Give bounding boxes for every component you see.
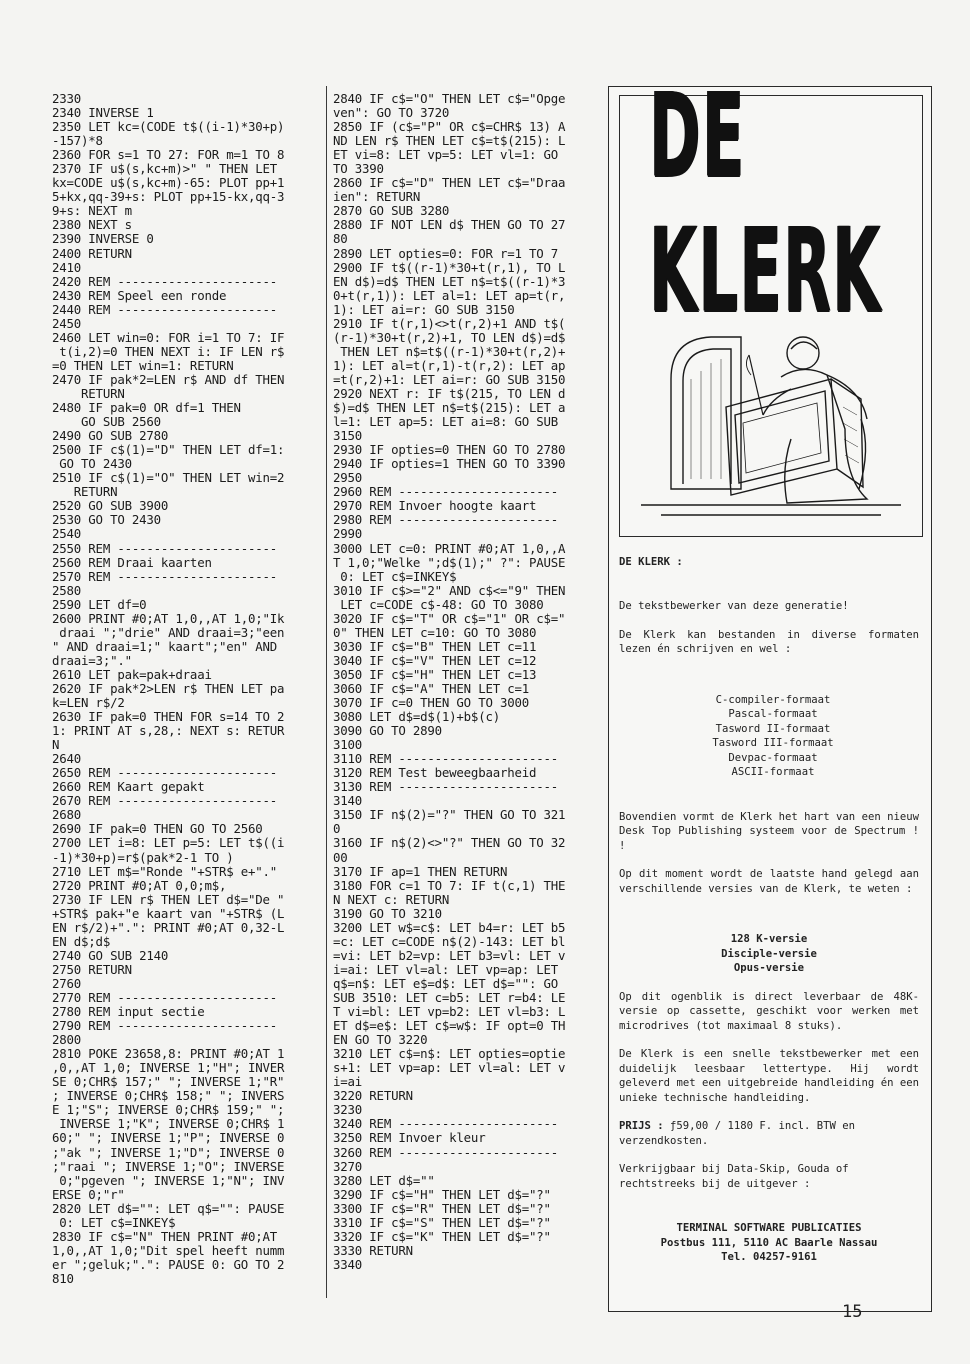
code-line: GO TO 2430 (52, 456, 132, 472)
code-line: 2720 PRINT #0;AT 0,0;m$, (52, 877, 227, 893)
code-line: 2680 (52, 807, 82, 823)
version-item: Disciple-versie (721, 947, 817, 960)
code-line: 3230 (333, 1102, 363, 1118)
code-line: 3220 RETURN (333, 1088, 413, 1104)
code-line: -1)*30+p)=r$(pak*2-1 TO ) (52, 849, 234, 865)
code-line: SUB 3510: LET c=b5: LET r=b4: LE (333, 990, 566, 1005)
code-line: 3310 IF c$="S" THEN LET d$="?" (333, 1214, 551, 1230)
code-line: 2570 REM ---------------------- (52, 568, 278, 584)
code-line: 2860 IF c$="D" THEN LET c$="Draa (333, 175, 566, 191)
code-line: 3300 IF c$="R" THEN LET d$="?" (333, 1200, 551, 1216)
code-line: 2870 GO SUB 3280 (333, 203, 450, 219)
ad-description: De Klerk is een snelle tekstbewerker met een duidelijk leesbaar lettertype. Hij wordt geleverd met een uitgebreide handleiding én een unieke technische handleiding. (619, 1048, 919, 1104)
code-line: 3290 IF c$="H" THEN LET d$="?" (333, 1186, 551, 1202)
ad-where: Verkrijgbaar bij Data-Skip, Gouda of rechtstreeks bij de uitgever : (619, 1163, 849, 1190)
code-line: 3010 IF c$>="2" AND c$<="9" THEN (333, 582, 566, 598)
code-line: s+1: LET vp=ap: LET vl=al: LET v (333, 1060, 566, 1076)
code-line: 3020 IF c$="T" OR c$="1" OR c$=" (333, 610, 566, 626)
code-line: 2510 IF c$(1)="O" THEN LET win=2 (52, 470, 285, 486)
code-line: 3160 IF n$(2)<>"?" THEN GO TO 32 (333, 835, 566, 851)
ad-formats-intro: De Klerk kan bestanden in diverse formaten lezen én schrijven en wel : (619, 628, 919, 655)
code-line: 2420 REM ---------------------- (52, 273, 278, 289)
ad-versions-list (619, 932, 919, 976)
code-line: 3170 IF ap=1 THEN RETURN (333, 863, 508, 879)
code-line: 0: LET c$=INKEY$ (52, 1214, 176, 1230)
code-line: 2930 IF opties=0 THEN GO TO 2780 (333, 442, 566, 458)
publisher-line: Tel. 04257-9161 (721, 1251, 817, 1263)
code-line: q$=n$: LET e$=d$: LET d$="": GO (333, 975, 559, 991)
code-line: 2790 REM ---------------------- (52, 1018, 278, 1034)
code-line: 2920 NEXT r: IF t$(215, TO LEN d (333, 385, 566, 401)
code-line: +STR$ pak+"e kaart van "+STR$ (L (52, 905, 285, 921)
code-line: 2760 (52, 975, 82, 991)
page-number: 15 (842, 1302, 863, 1322)
code-line: T 1,0;"Welke ";d$(1);" ?": PAUSE (333, 554, 566, 570)
code-line: 3280 LET d$="" (333, 1172, 435, 1188)
code-line: " AND draai=1;" kaart";"en" AND (52, 638, 278, 654)
code-line: 3330 RETURN (333, 1242, 413, 1258)
code-line: EN d$)=d$ THEN LET n$=t$((r-1)*3 (333, 273, 566, 289)
code-line: ,0,,AT 1,0; INVERSE 1;"H"; INVER (52, 1060, 285, 1076)
ad-price: PRIJS : ƒ59,00 / 1180 F. incl. BTW en verzendkosten. (619, 1120, 856, 1147)
code-line: 2780 REM input sectie (52, 1004, 205, 1020)
code-line: 2690 IF pak=0 THEN GO TO 2560 (52, 821, 263, 837)
code-line: 3240 REM ---------------------- (333, 1116, 559, 1132)
code-line: N NEXT c: RETURN (333, 891, 450, 907)
code-line: 2740 GO SUB 2140 (52, 947, 169, 963)
code-line: N (52, 737, 60, 753)
code-line: 2900 IF t$((r-1)*30+t(r,1), TO L (333, 259, 566, 275)
code-line: ET d$=e$: LET c$=w$: IF opt=0 TH (333, 1018, 566, 1034)
code-line: 0: LET c$=INKEY$ (333, 568, 457, 584)
code-line: 2380 NEXT s (52, 217, 132, 233)
code-line: 2460 LET win=0: FOR i=1 TO 7: IF (52, 329, 285, 345)
code-line: 2360 FOR s=1 TO 27: FOR m=1 TO 8 (52, 147, 285, 163)
de-klerk-logo: DE KLERK (649, 69, 883, 339)
code-line: 5+kx,qq-39+s: PLOT pp+15-kx,qq-3 (52, 189, 285, 205)
basic-listing-right-column (333, 92, 601, 1272)
ad-tagline: De tekstbewerker van deze generatie! (619, 600, 849, 612)
ad-dtp-text: Bovendien vormt de Klerk het hart van een nieuw Desk Top Publishing systeem voor de Spectrum ! ! (619, 810, 919, 852)
ad-availability: Op dit ogenblik is direct leverbaar de 48K-versie op cassette, geschikt voor werken met microdrives (tot maximaal 8 stuks). (619, 990, 919, 1032)
code-line: 2670 REM ---------------------- (52, 793, 278, 809)
code-line: 2970 REM Invoer hoogte kaart (333, 498, 537, 514)
code-line: LET c=CODE c$-48: GO TO 3080 (333, 596, 544, 612)
code-line: GO SUB 2560 (52, 414, 161, 430)
code-line: 3150 (333, 428, 363, 444)
code-line: 2950 (333, 470, 363, 486)
code-line: 2960 REM ---------------------- (333, 484, 559, 500)
code-line: ; INVERSE 0;CHR$ 158;" "; INVERS (52, 1088, 285, 1104)
code-line: 2810 POKE 23658,8: PRINT #0;AT 1 (52, 1046, 285, 1062)
code-line: 2520 GO SUB 3900 (52, 498, 169, 514)
code-line: 3320 IF c$="K" THEN LET d$="?" (333, 1228, 551, 1244)
code-line: 3140 (333, 793, 363, 809)
code-line: $)=d$ THEN LET n$=t$(215): LET a (333, 400, 566, 416)
code-line: 2850 IF (c$="P" OR c$=CHR$ 13) A (333, 119, 566, 135)
code-line: 2450 (52, 315, 82, 331)
code-line: 2500 IF c$(1)="D" THEN LET df=1: (52, 442, 285, 458)
code-line: EN d$;d$ (52, 933, 111, 949)
code-line: 2940 IF opties=1 THEN GO TO 3390 (333, 456, 566, 472)
code-line: 2610 LET pak=pak+draai (52, 666, 212, 682)
code-line: -157)*8 (52, 133, 103, 149)
basic-listing-left-column (52, 92, 320, 1286)
code-line: 2880 IF NOT LEN d$ THEN GO TO 27 (333, 217, 566, 233)
code-line: 3080 LET d$=d$(1)+b$(c) (333, 709, 500, 725)
code-line: TO 3390 (333, 161, 384, 177)
code-line: 2580 (52, 582, 82, 598)
code-line: 2750 RETURN (52, 961, 132, 977)
code-line: 9+s: NEXT m (52, 203, 132, 219)
version-item: Opus-versie (733, 962, 805, 974)
code-line: 3190 GO TO 3210 (333, 905, 442, 921)
code-line: 3260 REM ---------------------- (333, 1144, 559, 1160)
code-line: 3110 REM ---------------------- (333, 751, 559, 767)
code-line: 3100 (333, 737, 363, 753)
ad-body (619, 515, 919, 1265)
format-item: Tasword III-formaat (712, 737, 834, 749)
code-line: 3210 LET c$=n$: LET opties=optie (333, 1046, 566, 1062)
code-line: 3090 GO TO 2890 (333, 723, 442, 739)
code-line: 2770 REM ---------------------- (52, 990, 278, 1005)
code-line: 2990 (333, 526, 363, 542)
code-line: 3150 IF n$(2)="?" THEN GO TO 321 (333, 807, 566, 823)
code-line: 2800 (52, 1032, 82, 1048)
code-line: ET vi=8: LET vp=5: LET vl=1: GO (333, 147, 559, 163)
publisher-line: Postbus 111, 5110 AC Baarle Nassau (660, 1236, 878, 1249)
code-line: =c: LET c=CODE n$(2)-143: LET bl (333, 933, 566, 949)
code-line: 3130 REM ---------------------- (333, 779, 559, 795)
code-line: 2640 (52, 751, 82, 767)
code-line: 2700 LET i=8: LET p=5: LET t$((i (52, 835, 285, 851)
code-line: 2840 IF c$="O" THEN LET c$="Opge (333, 91, 566, 106)
code-line: 2550 REM ---------------------- (52, 540, 278, 556)
format-item: Devpac-formaat (728, 751, 818, 764)
code-line: 2630 IF pak=0 THEN FOR s=14 TO 2 (52, 709, 285, 725)
code-line: 3070 IF c=0 THEN GO TO 3000 (333, 695, 530, 711)
code-line: 2480 IF pak=0 OR df=1 THEN (52, 400, 241, 416)
ad-publisher-block (619, 1221, 919, 1265)
code-line: er ";geluk;".": PAUSE 0: GO TO 2 (52, 1256, 285, 1272)
code-line: 2540 (52, 526, 82, 542)
code-line: draai ";"drie" AND draai=3;"een (52, 624, 285, 640)
code-line: 3120 REM Test beweegbaarheid (333, 765, 537, 781)
column-divider (326, 86, 327, 1298)
code-line: 3200 LET w$=c$: LET b4=r: LET b5 (333, 919, 566, 935)
code-line: 2590 LET df=0 (52, 596, 147, 612)
code-line: RETURN (52, 385, 125, 401)
code-line: k=LEN r$/2 (52, 695, 125, 711)
format-item: Pascal-formaat (728, 708, 818, 720)
code-line: 2400 RETURN (52, 245, 132, 261)
code-line: 0+t(r,1)): LET al=1: LET ap=t(r, (333, 287, 566, 303)
code-line: RETURN (52, 484, 118, 500)
code-line: ien": RETURN (333, 189, 421, 205)
code-line: ERSE 0;"r" (52, 1186, 125, 1202)
code-line: 0 (333, 821, 341, 837)
code-line: 3180 FOR c=1 TO 7: IF t(c,1) THE (333, 877, 566, 893)
code-line: 1,0,,AT 1,0;"Dit spel heeft numm (52, 1242, 285, 1258)
format-item: C-compiler-formaat (715, 693, 831, 706)
code-line: 2820 LET d$="": LET q$="": PAUSE (52, 1200, 285, 1216)
code-line: ;"ak "; INVERSE 1;"D"; INVERSE 0 (52, 1144, 285, 1160)
code-line: 2430 REM Speel een ronde (52, 287, 227, 303)
code-line: 2600 PRINT #0;AT 1,0,,AT 1,0;"Ik (52, 610, 285, 626)
code-line: 00 (333, 849, 348, 865)
code-line: 2410 (52, 259, 82, 275)
code-line: =0 THEN LET win=1: RETURN (52, 357, 234, 373)
code-line: 2370 IF u$(s,kc+m)>" " THEN LET (52, 161, 278, 177)
code-line: 2830 IF c$="N" THEN PRINT #0;AT (52, 1228, 278, 1244)
code-line: 2340 INVERSE 1 (52, 105, 154, 121)
code-line: 1): LET al=t(r,1)-t(r,2): LET ap (333, 357, 566, 373)
code-line: ND LEN r$ THEN LET c$=t$(215): L (333, 133, 566, 149)
code-line: E 1;"S"; INVERSE 0;CHR$ 159;" "; (52, 1102, 285, 1118)
ad-formats-list (619, 693, 919, 780)
code-line: 810 (52, 1270, 74, 1286)
code-line: 2650 REM ---------------------- (52, 765, 278, 781)
code-line: i=ai (333, 1074, 363, 1090)
code-line: 0;"pgeven "; INVERSE 1;"N"; INV (52, 1172, 285, 1188)
code-line: 3250 REM Invoer kleur (333, 1130, 486, 1146)
code-line: 2330 (52, 91, 82, 106)
code-line: 1): LET ai=r: GO SUB 3150 (333, 301, 515, 317)
format-item: ASCII-formaat (731, 766, 815, 778)
code-line: 2730 IF LEN r$ THEN LET d$="De " (52, 891, 285, 907)
code-line: (r-1)*30+t(r,2)+1, TO LEN d$)=d$ (333, 329, 566, 345)
publisher-line: TERMINAL SOFTWARE PUBLICATIES (676, 1222, 862, 1234)
code-line: 1: PRINT AT s,28,: NEXT s: RETUR (52, 723, 285, 739)
code-line: ven": GO TO 3720 (333, 105, 450, 121)
code-line: 3060 IF c$="A" THEN LET c=1 (333, 680, 530, 696)
code-line: T vi=bl: LET vp=b2: LET vl=b3: L (333, 1004, 566, 1020)
code-line: 80 (333, 231, 348, 247)
code-line: =vi: LET b2=vp: LET b3=vl: LET v (333, 947, 566, 963)
code-line: 60;" "; INVERSE 1;"P"; INVERSE 0 (52, 1130, 285, 1146)
code-line: 2350 LET kc=(CODE t$((i-1)*30+p) (52, 119, 285, 135)
code-line: 3050 IF c$="H" THEN LET c=13 (333, 666, 537, 682)
code-line: 0" THEN LET c=10: GO TO 3080 (333, 624, 537, 640)
code-line: l=1: LET ap=5: LET ai=8: GO SUB (333, 414, 559, 430)
code-line: kx=CODE u$(s,kc+m)-65: PLOT pp+1 (52, 175, 285, 191)
code-line: ;"raai "; INVERSE 1;"O"; INVERSE (52, 1158, 285, 1174)
code-line: EN r$/2)+".": PRINT #0;AT 0,32-L (52, 919, 285, 935)
code-line: EN GO TO 3220 (333, 1032, 428, 1048)
code-line: 2710 LET m$="Ronde "+STR$ e+"." (52, 863, 278, 879)
code-line: 2560 REM Draai kaarten (52, 554, 212, 570)
code-line: 2910 IF t(r,1)<>t(r,2)+1 AND t$( (333, 315, 566, 331)
code-line: 2980 REM ---------------------- (333, 512, 559, 528)
de-klerk-advertisement (608, 69, 932, 1312)
code-line: 2490 GO SUB 2780 (52, 428, 169, 444)
code-line: 2470 IF pak*2=LEN r$ AND df THEN (52, 371, 285, 387)
code-line: 3030 IF c$="B" THEN LET c=11 (333, 638, 537, 654)
code-line: i=ai: LET vl=al: LET vp=ap: LET (333, 961, 559, 977)
code-line: 3340 (333, 1256, 363, 1272)
code-line: 2390 INVERSE 0 (52, 231, 154, 247)
code-line: 2530 GO TO 2430 (52, 512, 161, 528)
code-line: INVERSE 1;"K"; INVERSE 0;CHR$ 1 (52, 1116, 285, 1132)
format-item: Tasword II-formaat (715, 722, 831, 735)
code-line: 2660 REM Kaart gepakt (52, 779, 205, 795)
scribe-illustration (631, 319, 909, 519)
code-line: 2440 REM ---------------------- (52, 301, 278, 317)
ad-caption: DE KLERK : (619, 556, 683, 568)
code-line: SE 0;CHR$ 157;" "; INVERSE 1;"R" (52, 1074, 285, 1090)
code-line: 3000 LET c=0: PRINT #0;AT 1,0,,A (333, 540, 566, 556)
code-line: t(i,2)=0 THEN NEXT i: IF LEN r$ (52, 343, 285, 359)
version-item: 128 K-versie (730, 933, 808, 945)
code-line: =t(r,2)+1: LET ai=r: GO SUB 3150 (333, 371, 566, 387)
code-line: THEN LET n$=t$((r-1)*30+t(r,2)+ (333, 343, 566, 359)
code-line: draai=3;"." (52, 652, 132, 668)
code-line: 3040 IF c$="V" THEN LET c=12 (333, 652, 537, 668)
code-line: 2890 LET opties=0: FOR r=1 TO 7 (333, 245, 559, 261)
ad-versions-intro: Op dit moment wordt de laatste hand gelegd aan verschillende versies van de Klerk, te weten : (619, 868, 919, 895)
code-line: 2620 IF pak*2>LEN r$ THEN LET pa (52, 680, 285, 696)
code-line: 3270 (333, 1158, 363, 1174)
